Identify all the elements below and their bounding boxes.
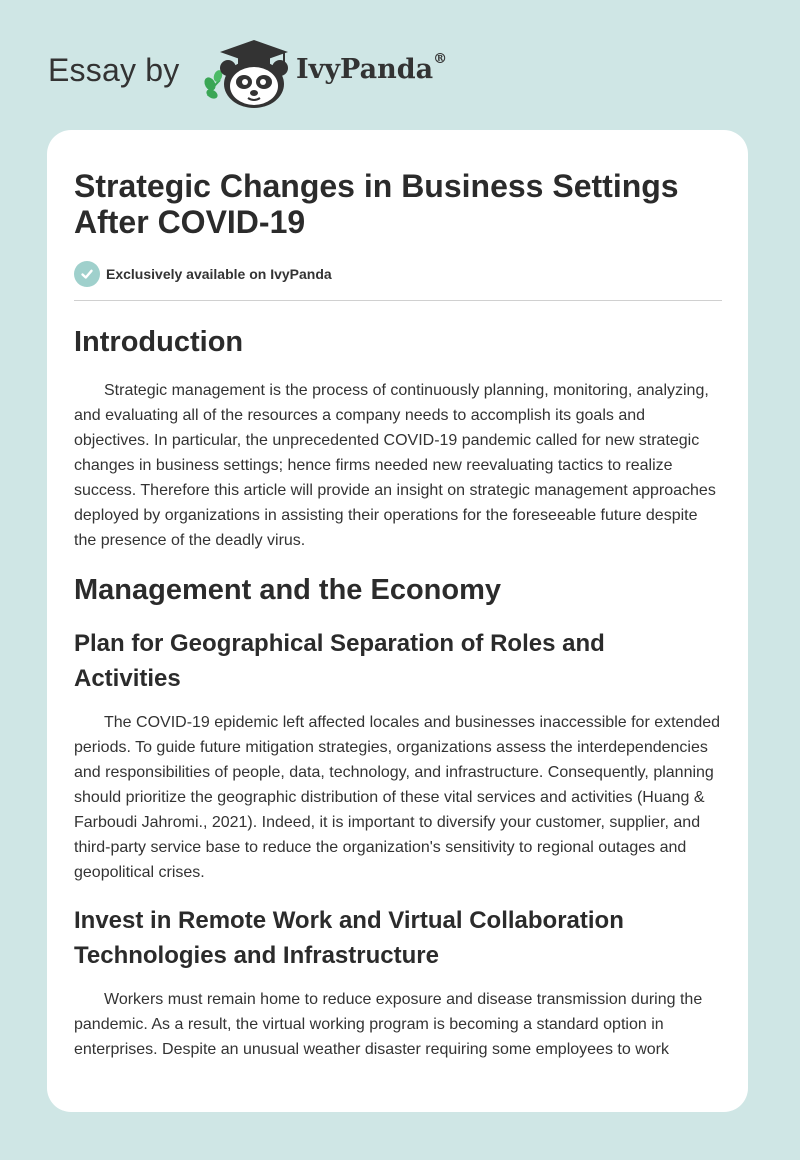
exclusive-badge	[74, 260, 722, 288]
brand-name[interactable]: IvyPanda®	[296, 51, 448, 85]
registered-mark: ®	[433, 51, 448, 67]
paragraph-remote-work: Workers must remain home to reduce exposure and disease transmission during the pandemic. As a result, the virtual working program is becoming a standard option in enterprises. Despite an unusual weather disaster requiring some employees to work	[74, 991, 703, 1058]
check-circle-icon	[74, 261, 100, 287]
subsection-heading-geographical: Plan for Geographical Separation of Roles and Activities	[74, 630, 605, 692]
brand-prefix: Essay by	[48, 52, 180, 88]
section-heading-introduction: Introduction	[74, 326, 244, 358]
section-heading-management: Management and the Economy	[74, 574, 502, 606]
paragraph-geographical: The COVID-19 epidemic left affected locales and businesses inaccessible for extended periods. To guide future mitigation strategies, organizations assess the interdependencies and responsibilities of people, data, technology, and infrastructure. Consequently, planning should prioritize the geographic distribution of these vital services and activities (Huang & Farboudi Jahromi., 2021). Indeed, it is important to diversify your customer, supplier, and third-party service base to reduce the organization's sensitivity to regional outages and geopolitical crises.	[74, 714, 721, 881]
title-divider	[74, 300, 722, 301]
essay-card	[47, 130, 748, 1112]
site-header	[0, 0, 800, 130]
panda-graduate-icon[interactable]	[198, 36, 298, 110]
badge-text: Exclusively available on IvyPanda	[106, 266, 332, 282]
essay-title: Strategic Changes in Business Settings After COVID-19	[74, 168, 679, 240]
paragraph-introduction: Strategic management is the process of continuously planning, monitoring, analyzing, and evaluating all of the resources a company needs to accomplish its goals and objectives. In particular, the unprecedented COVID-19 pandemic called for new strategic changes in business settings; hence firms needed new reevaluating tactics to realize success. Therefore this article will provide an insight on strategic management approaches deployed by organizations in assisting their operations for the foreseeable future despite the presence of the deadly virus.	[74, 382, 716, 549]
subsection-heading-remote-work: Invest in Remote Work and Virtual Collaboration Technologies and Infrastructure	[74, 907, 624, 969]
